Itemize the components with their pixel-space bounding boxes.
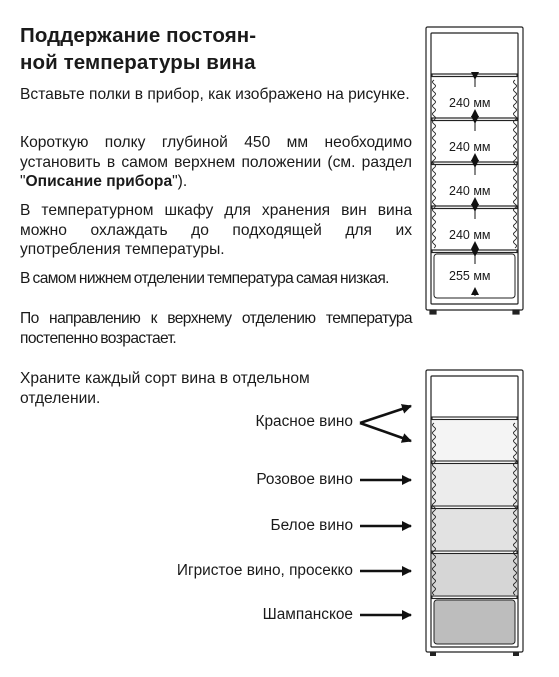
- title-line-1: Поддержание постоян-: [20, 24, 257, 47]
- label-sparkling-wine: Игристое вино, просекко: [176, 562, 353, 579]
- arrow-red-wine: [360, 406, 411, 423]
- short-shelf-text-end: ").: [172, 173, 188, 190]
- title-line-2: ной температуры вина: [20, 51, 256, 74]
- dimension-label-4: 240 мм: [449, 228, 491, 242]
- cabinet-bottom-diagram: [426, 370, 523, 656]
- short-shelf-text: Короткую полку глубиной 450 мм необходимо установить в самом верхнем положении (см. раздел ": [20, 134, 412, 190]
- label-rose-wine: Розовое вино: [256, 471, 353, 488]
- instruction-shelves: Вставьте полки в прибор, как изображено на рисунке.: [20, 86, 410, 103]
- device-description-ref: Описание прибора: [25, 173, 173, 190]
- label-white-wine: Белое вино: [270, 517, 353, 534]
- label-red-wine: Красное вино: [255, 413, 353, 430]
- instruction-separate-compartments: Храните каждый сорт вина в отдельном отделении.: [20, 370, 310, 407]
- dimension-label-3: 240 мм: [449, 184, 491, 198]
- arrow-red-wine-2: [360, 423, 411, 441]
- instruction-temperature-gradient: По направлению к верхнему отделению температура постепенно возрастает.: [20, 310, 412, 347]
- instruction-cooling: В температурном шкафу для хранения вин вина можно охлаждать до подходящей для их употребления температуры.: [20, 202, 412, 258]
- dimension-label-5: 255 мм: [449, 269, 491, 283]
- wine-arrows: [360, 406, 411, 615]
- dimension-label-2: 240 мм: [449, 140, 491, 154]
- instruction-lowest-compartment: В самом нижнем отделении температура самая низкая.: [20, 270, 389, 287]
- dimension-label-1: 240 мм: [449, 96, 491, 110]
- label-champagne: Шампанское: [262, 606, 353, 623]
